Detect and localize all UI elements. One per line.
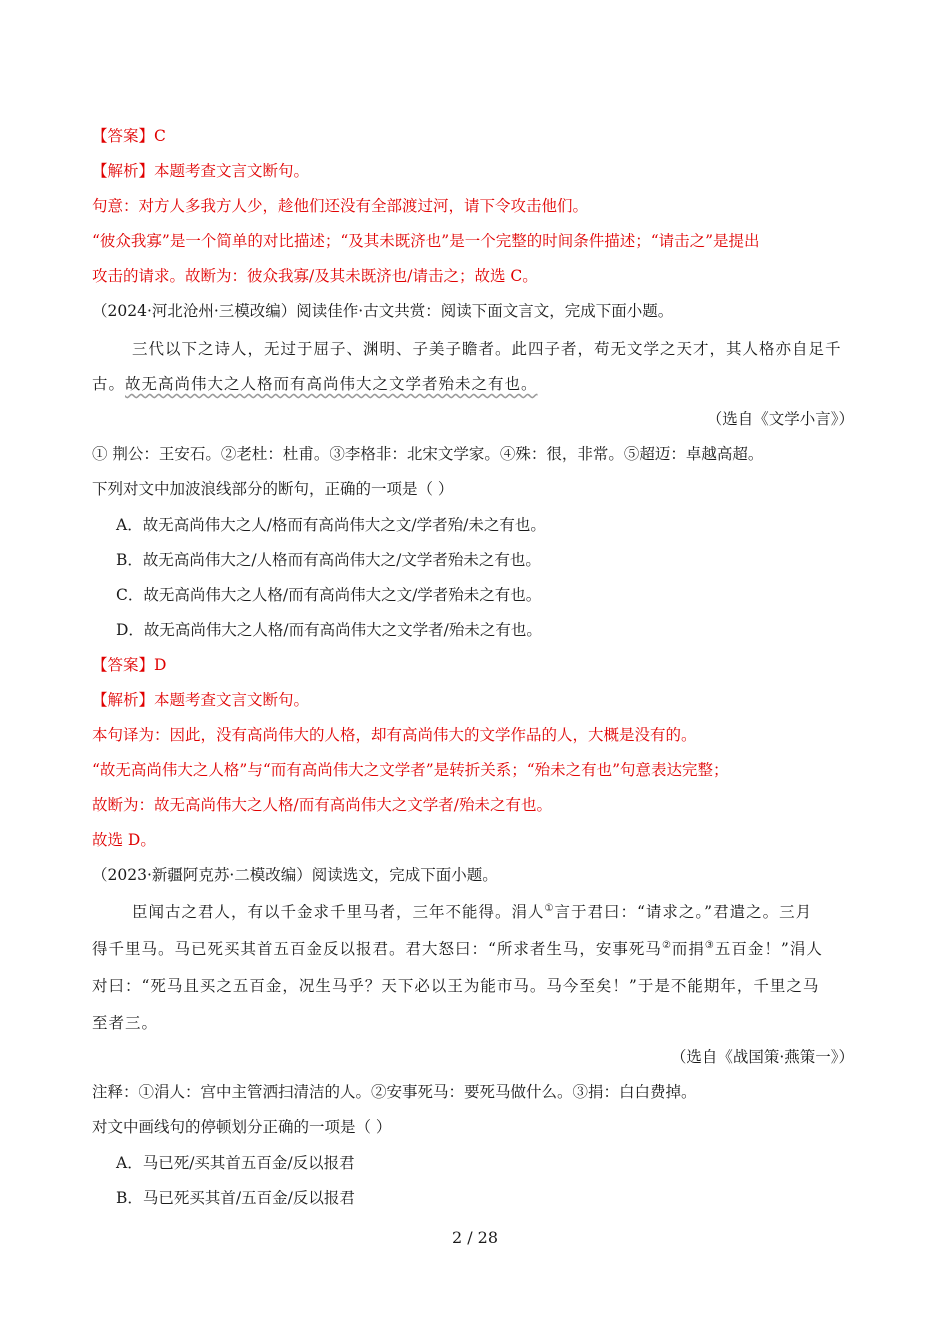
q3-question: 对文中画线句的停顿划分正确的一项是（ ） bbox=[92, 1118, 392, 1136]
q2-source-intro: （2024·河北沧州·三模改编）阅读佳作·古文共赏：阅读下面文言文，完成下面小题。 bbox=[92, 302, 674, 320]
page-number: 2 / 28 bbox=[451, 1228, 499, 1247]
q2-option-d: D．故无高尚伟大之人格/而有高尚伟大之文学者/殆未之有也。 bbox=[116, 621, 542, 639]
q3-passage-text: 而捐 bbox=[671, 940, 705, 958]
note-marker-3: ③ bbox=[704, 939, 715, 951]
q2-notes: ① 荆公：王安石。②老杜：杜甫。③李格非：北宋文学家。④殊：很，非常。⑤超迈：卓越高超。 bbox=[92, 445, 764, 463]
q3-passage-text: 五百金！”涓人 bbox=[714, 940, 823, 958]
q1-explain-line1: “彼众我寡”是一个简单的对比描述；“及其未既济也”是一个完整的时间条件描述；“请击之”是提出 bbox=[92, 232, 760, 250]
q3-source-intro: （2023·新疆阿克苏·二模改编）阅读选文，完成下面小题。 bbox=[92, 866, 498, 884]
q2-explain: “故无高尚伟大之人格”与“而有高尚伟大之文学者”是转折关系；“殆未之有也”句意表达完整； bbox=[92, 761, 729, 779]
q3-passage-line3: 对曰：“死马且买之五百金，况生马乎？天下必以王为能市马。马今至矣！”于是不能期年，千里之马 bbox=[92, 977, 820, 995]
q2-choice: 故选 D。 bbox=[92, 831, 156, 849]
q2-passage-line2 bbox=[92, 374, 862, 394]
note-marker-1: ① bbox=[544, 902, 555, 914]
q2-option-a: A．故无高尚伟大之人/格而有高尚伟大之文/学者殆/未之有也。 bbox=[116, 516, 546, 534]
q1-meaning: 句意：对方人多我方人少，趁他们还没有全部渡过河，请下令攻击他们。 bbox=[92, 197, 589, 215]
q3-option-a: A．马已死/买其首五百金/反以报君 bbox=[116, 1154, 355, 1172]
q3-citation: （选自《战国策·燕策一》） bbox=[670, 1048, 854, 1066]
q2-citation: （选自《文学小言》） bbox=[706, 410, 854, 428]
q2-passage-line1: 三代以下之诗人，无过于屈子、渊明、子美子瞻者。此四子者，苟无文学之天才，其人格亦自足千 bbox=[132, 340, 842, 358]
q2-option-b: B．故无高尚伟大之/人格而有高尚伟大之/文学者殆未之有也。 bbox=[116, 551, 541, 569]
q2-answer: 【答案】D bbox=[92, 656, 167, 674]
q3-passage-line1 bbox=[132, 902, 902, 922]
q2-analysis: 【解析】本题考查文言文断句。 bbox=[92, 691, 310, 709]
q2-translation: 本句译为：因此，没有高尚伟大的人格，却有高尚伟大的文学作品的人，大概是没有的。 bbox=[92, 726, 697, 744]
q2-conclusion: 故断为：故无高尚伟大之人格/而有高尚伟大之文学者/殆未之有也。 bbox=[92, 796, 552, 814]
note-marker-2: ② bbox=[661, 939, 672, 951]
q3-passage-line2 bbox=[92, 939, 862, 959]
q1-analysis: 【解析】本题考查文言文断句。 bbox=[92, 162, 310, 180]
q2-question: 下列对文中加波浪线部分的断句，正确的一项是（ ） bbox=[92, 480, 454, 498]
q2-passage-start: 古。 bbox=[92, 375, 126, 393]
q1-explain-line2: 攻击的请求。故断为：彼众我寡/及其未既济也/请击之；故选 C。 bbox=[92, 267, 538, 285]
q3-notes: 注释：①涓人：宫中主管洒扫清洁的人。②安事死马：要死马做什么。③捐：白白费掉。 bbox=[92, 1083, 697, 1101]
q2-option-c: C．故无高尚伟大之人格/而有高尚伟大之文/学者殆未之有也。 bbox=[116, 586, 542, 604]
q3-passage-text: 臣闻古之君人，有以千金求千里马者，三年不能得。涓人 bbox=[132, 903, 545, 921]
q2-wavy-underlined-sentence: 故无高尚伟大之人格而有高尚伟大之文学者殆未之有也。 bbox=[125, 375, 538, 393]
q3-option-b: B．马已死买其首/五百金/反以报君 bbox=[116, 1189, 355, 1207]
q3-passage-text: 得千里马。马已死买其首五百金反以报君。君大怒曰：“所求者生马，安事死马 bbox=[92, 940, 662, 958]
q3-passage-line4: 至者三。 bbox=[92, 1014, 159, 1032]
q1-answer: 【答案】C bbox=[92, 127, 166, 145]
q3-passage-text: 言于君曰：“请求之。”君遣之。三月 bbox=[554, 903, 813, 921]
